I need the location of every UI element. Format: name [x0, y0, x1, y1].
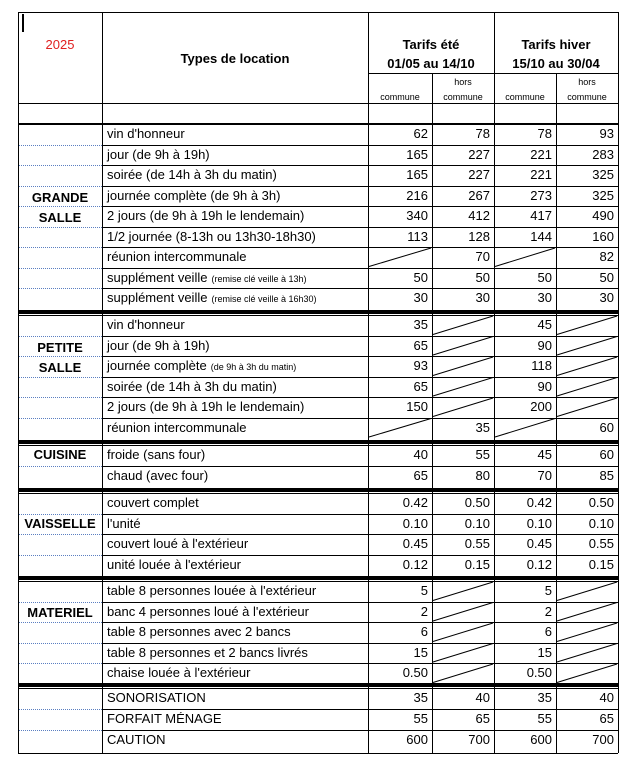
price-value: 490: [592, 209, 614, 223]
price-value: 55: [413, 712, 428, 726]
row-label: [102, 712, 368, 730]
commune-label-summer: commune: [380, 92, 420, 102]
price-value: 60: [599, 448, 614, 462]
price-value: 85: [599, 468, 614, 483]
price-value: 30: [599, 291, 614, 305]
empty-cell-slash: [433, 398, 493, 417]
price-value: 78: [475, 127, 490, 141]
row-label: [102, 537, 368, 555]
vline-c4: [556, 73, 557, 753]
vline-c3: [494, 12, 495, 753]
row-label-text: supplément veille: [107, 291, 208, 305]
price-value: 82: [599, 250, 614, 264]
price-value: 0.15: [588, 557, 614, 572]
row-label-text: 2 jours (de 9h à 19h le lendemain): [107, 209, 305, 223]
price-value: 40: [475, 691, 490, 705]
row-line-dotted: [18, 466, 102, 467]
price-value: 700: [468, 733, 490, 747]
row-label: [102, 318, 368, 336]
price-value: 55: [475, 448, 490, 462]
price-value: 30: [413, 291, 428, 305]
price-value: 5: [544, 584, 552, 598]
row-line-dotted: [18, 268, 102, 269]
price-value: 35: [413, 691, 428, 705]
row-line: [102, 336, 618, 337]
row-label: [102, 339, 368, 357]
price-value: 340: [406, 209, 428, 223]
price-value: 0.10: [588, 516, 614, 531]
price-value: 0.10: [402, 516, 428, 531]
price-value: 160: [592, 229, 614, 244]
section-top-line: [18, 445, 618, 446]
section-label-petite-salle: SALLE: [38, 361, 82, 375]
price-value: 55: [537, 712, 552, 726]
price-value: 600: [406, 733, 428, 747]
price-value: 0.15: [464, 557, 490, 572]
row-label-text: banc 4 personnes loué à l'extérieur: [107, 604, 309, 619]
row-label-text: soirée (de 14h à 3h du matin): [107, 379, 277, 394]
row-label: [102, 733, 368, 751]
price-value: 325: [592, 168, 614, 182]
empty-cell-slash: [433, 337, 493, 356]
price-value: 90: [537, 379, 552, 394]
row-line-dotted: [18, 397, 102, 398]
price-value: 128: [468, 229, 490, 244]
row-label: [102, 400, 368, 418]
section-separator: [18, 310, 618, 314]
price-value: 30: [475, 291, 490, 305]
section-top-line: [18, 493, 618, 494]
row-line: [102, 663, 618, 664]
row-label-text: 2 jours (de 9h à 19h le lendemain): [107, 400, 305, 414]
price-value: 0.42: [526, 496, 552, 510]
row-label: [102, 691, 368, 709]
price-value: 65: [599, 712, 614, 726]
price-value: 40: [413, 448, 428, 462]
price-value: 0.45: [526, 537, 552, 551]
winter-title: Tarifs hiver: [521, 38, 591, 52]
row-label: [102, 230, 368, 248]
price-value: 2: [544, 604, 552, 619]
price-value: 0.50: [526, 666, 552, 680]
empty-cell-slash: [557, 316, 617, 335]
row-line-dotted: [18, 555, 102, 556]
row-label-text: unité louée à l'extérieur: [107, 557, 242, 572]
row-line-dotted: [18, 206, 102, 207]
price-value: 700: [592, 733, 614, 747]
section-label-vaisselle: VAISSELLE: [24, 517, 96, 531]
price-value: 15: [413, 645, 428, 660]
row-label-text: soirée (de 14h à 3h du matin): [107, 168, 277, 182]
price-value: 417: [530, 209, 552, 223]
empty-cell-slash: [369, 419, 431, 438]
row-label-text: table 8 personnes louée à l'extérieur: [107, 584, 317, 598]
row-label: [102, 646, 368, 664]
row-label-text: couvert complet: [107, 496, 199, 510]
row-line: [102, 288, 618, 289]
row-label: [102, 496, 368, 514]
empty-cell-slash: [433, 357, 493, 376]
price-value: 0.45: [402, 537, 428, 551]
row-line: [102, 145, 618, 146]
price-value: 325: [592, 188, 614, 203]
hors-commune-label-winter: commune: [567, 92, 607, 102]
empty-cell-slash: [433, 664, 493, 683]
price-value: 93: [413, 359, 428, 373]
price-value: 80: [475, 468, 490, 483]
row-label-text: journée complète: [107, 359, 207, 373]
empty-cell-slash: [557, 398, 617, 417]
row-label-text: couvert loué à l'extérieur: [107, 537, 249, 551]
price-value: 50: [599, 270, 614, 285]
row-line-dotted: [18, 663, 102, 664]
row-label-text: CAUTION: [107, 733, 166, 747]
price-value: 65: [413, 468, 428, 483]
empty-cell-slash: [433, 378, 493, 397]
empty-cell-slash: [433, 644, 493, 663]
row-line: [102, 418, 618, 419]
price-value: 0.42: [402, 496, 428, 510]
price-value: 50: [475, 270, 490, 285]
row-line: [102, 165, 618, 166]
section-top-line: [18, 315, 618, 316]
empty-cell-slash: [557, 337, 617, 356]
empty-cell-slash: [557, 664, 617, 683]
row-line-dotted: [18, 165, 102, 166]
winter-dates: 15/10 au 30/04: [512, 57, 600, 71]
price-value: 216: [406, 188, 428, 203]
row-label-text: table 8 personnes et 2 bancs livrés: [107, 645, 308, 660]
hors-commune-label-summer: commune: [443, 92, 483, 102]
price-value: 144: [530, 229, 552, 244]
price-value: 5: [420, 584, 428, 598]
row-line-dotted: [18, 247, 102, 248]
empty-cell-slash: [433, 603, 493, 622]
empty-cell-slash: [557, 357, 617, 376]
row-line-dotted: [18, 622, 102, 623]
row-label: [102, 380, 368, 398]
vline-c1: [368, 12, 369, 753]
empty-cell-slash: [495, 248, 555, 267]
frame-top: [18, 12, 618, 13]
price-value: 45: [537, 448, 552, 462]
price-value: 93: [599, 127, 614, 141]
row-label: [102, 469, 368, 487]
row-label: [102, 209, 368, 227]
row-line: [102, 709, 618, 710]
empty-cell-slash: [557, 582, 617, 601]
row-line: [102, 602, 618, 603]
vline-left: [18, 12, 19, 753]
price-value: 30: [537, 291, 552, 305]
price-value: 221: [530, 168, 552, 182]
price-value: 90: [537, 338, 552, 353]
price-value: 0.12: [402, 557, 428, 572]
row-label-text: table 8 personnes avec 2 bancs: [107, 625, 291, 639]
row-line-dotted: [18, 709, 102, 710]
price-value: 35: [413, 318, 428, 332]
row-label: [102, 189, 368, 207]
empty-cell-slash: [433, 582, 493, 601]
price-value: 118: [531, 359, 552, 373]
row-line: [102, 186, 618, 187]
price-value: 113: [407, 229, 428, 244]
row-line: [102, 534, 618, 535]
price-value: 227: [468, 168, 490, 182]
price-value: 35: [537, 691, 552, 705]
row-label-text: jour (de 9h à 19h): [107, 147, 210, 162]
row-label: [102, 271, 368, 289]
price-value: 45: [537, 318, 552, 332]
row-line: [102, 247, 618, 248]
row-label-note: (de 9h à 3h du matin): [210, 362, 297, 372]
types-location-header: Types de location: [180, 52, 290, 66]
row-label-text: l'unité: [107, 516, 141, 531]
price-value: 0.10: [526, 516, 552, 531]
row-label: [102, 359, 368, 377]
row-line-dotted: [18, 377, 102, 378]
row-line: [102, 730, 618, 731]
row-label-text: jour (de 9h à 19h): [107, 338, 210, 353]
row-line: [102, 377, 618, 378]
price-value: 0.12: [526, 557, 552, 572]
price-value: 0.50: [402, 666, 428, 680]
empty-cell-slash: [369, 248, 431, 267]
row-line: [102, 206, 618, 207]
price-value: 15: [537, 645, 552, 660]
row-line-dotted: [18, 514, 102, 515]
row-line-dotted: [18, 418, 102, 419]
price-value: 600: [530, 733, 552, 747]
row-label: [102, 148, 368, 166]
vline-label: [102, 12, 103, 753]
row-label-text: 1/2 journée (8-13h ou 13h30-18h30): [107, 229, 316, 244]
price-value: 165: [406, 168, 428, 182]
row-line-dotted: [18, 643, 102, 644]
section-separator: [18, 488, 618, 492]
row-label-text: froide (sans four): [107, 448, 206, 462]
price-value: 200: [530, 400, 552, 414]
summer-title: Tarifs été: [402, 38, 460, 52]
hors-label-summer: hors: [454, 77, 472, 87]
price-value: 0.10: [464, 516, 490, 531]
row-label-text: journée complète (de 9h à 3h): [107, 188, 281, 203]
row-label: [102, 517, 368, 535]
price-value: 0.55: [464, 537, 490, 551]
row-label: [102, 584, 368, 602]
section-label-grande: GRANDE: [31, 191, 89, 205]
row-label-text: réunion intercommunale: [107, 250, 247, 264]
section-label-salle: SALLE: [38, 211, 82, 225]
row-line-dotted: [18, 288, 102, 289]
row-label-text: réunion intercommunale: [107, 420, 247, 435]
price-value: 0.55: [588, 537, 614, 551]
price-value: 70: [537, 468, 552, 483]
price-value: 35: [475, 420, 490, 435]
row-line-dotted: [18, 227, 102, 228]
row-label: [102, 558, 368, 576]
empty-cell-slash: [495, 419, 555, 438]
price-value: 50: [413, 270, 428, 285]
row-line: [102, 555, 618, 556]
row-label: [102, 448, 368, 466]
row-line-dotted: [18, 356, 102, 357]
row-label-note: (remise clé veille à 13h): [211, 273, 307, 284]
section-label-cuisine: CUISINE: [33, 448, 87, 462]
row-line-dotted: [18, 534, 102, 535]
price-value: 150: [406, 400, 428, 414]
row-line-dotted: [18, 602, 102, 603]
section-label-materiel: MATERIEL: [27, 606, 93, 620]
price-value: 2: [420, 604, 428, 619]
row-line: [102, 268, 618, 269]
row-line: [102, 397, 618, 398]
row-label-text: supplément veille: [107, 270, 208, 285]
year-label: 2025: [45, 38, 75, 52]
price-value: 62: [413, 127, 428, 141]
row-line-dotted: [18, 336, 102, 337]
price-value: 0.50: [464, 496, 490, 510]
row-label: [102, 605, 368, 623]
price-value: 6: [544, 625, 552, 639]
row-label-text: SONORISATION: [107, 691, 206, 705]
section-separator: [18, 683, 618, 687]
row-line: [102, 514, 618, 515]
row-label-text: chaise louée à l'extérieur: [107, 666, 251, 680]
section-top-line: [18, 581, 618, 582]
row-label: [102, 421, 368, 439]
row-line: [102, 466, 618, 467]
commune-label-winter: commune: [505, 92, 545, 102]
row-label-text: vin d'honneur: [107, 127, 185, 141]
summer-dates: 01/05 au 14/10: [387, 57, 475, 71]
row-label: [102, 127, 368, 145]
row-label-text: FORFAIT MÉNAGE: [107, 712, 222, 726]
row-label: [102, 625, 368, 643]
empty-cell-slash: [433, 623, 493, 642]
price-value: 65: [475, 712, 490, 726]
row-line: [102, 356, 618, 357]
price-value: 227: [468, 147, 490, 162]
price-value: 40: [599, 691, 614, 705]
text-cursor: [22, 14, 24, 32]
row-line-dotted: [18, 145, 102, 146]
section-top-line: [18, 688, 618, 689]
price-value: 70: [475, 250, 490, 264]
row-line-dotted: [18, 730, 102, 731]
header-line-dates: [368, 73, 618, 74]
section-separator: [18, 440, 618, 444]
row-label: [102, 250, 368, 268]
price-value: 283: [592, 147, 614, 162]
row-label-text: vin d'honneur: [107, 318, 185, 332]
price-value: 65: [413, 379, 428, 394]
section-label-petite: PETITE: [37, 341, 83, 355]
row-label-note: (remise clé veille à 16h30): [211, 294, 317, 304]
row-line: [102, 227, 618, 228]
price-value: 50: [537, 270, 552, 285]
row-label: [102, 168, 368, 186]
row-line: [102, 643, 618, 644]
empty-cell-slash: [557, 623, 617, 642]
row-label: [102, 291, 368, 309]
price-value: 6: [420, 625, 428, 639]
price-value: 221: [530, 147, 552, 162]
section-top-line: [18, 124, 618, 125]
empty-cell-slash: [557, 644, 617, 663]
row-line: [102, 622, 618, 623]
empty-cell-slash: [557, 603, 617, 622]
price-value: 267: [468, 188, 490, 203]
price-value: 165: [406, 147, 428, 162]
empty-cell-slash: [433, 316, 493, 335]
price-value: 65: [413, 338, 428, 353]
vline-c2: [432, 73, 433, 753]
price-value: 273: [530, 188, 552, 203]
empty-cell-slash: [557, 378, 617, 397]
row-label-text: chaud (avec four): [107, 468, 209, 483]
price-value: 60: [599, 420, 614, 435]
header-line-bottom: [18, 103, 618, 104]
price-value: 412: [468, 209, 490, 223]
frame-bottom: [18, 753, 618, 754]
row-line-dotted: [18, 186, 102, 187]
price-value: 78: [537, 127, 552, 141]
hors-label-winter: hors: [578, 77, 596, 87]
row-label: [102, 666, 368, 684]
price-value: 0.50: [588, 496, 614, 510]
vline-right: [618, 12, 619, 753]
section-separator: [18, 576, 618, 580]
